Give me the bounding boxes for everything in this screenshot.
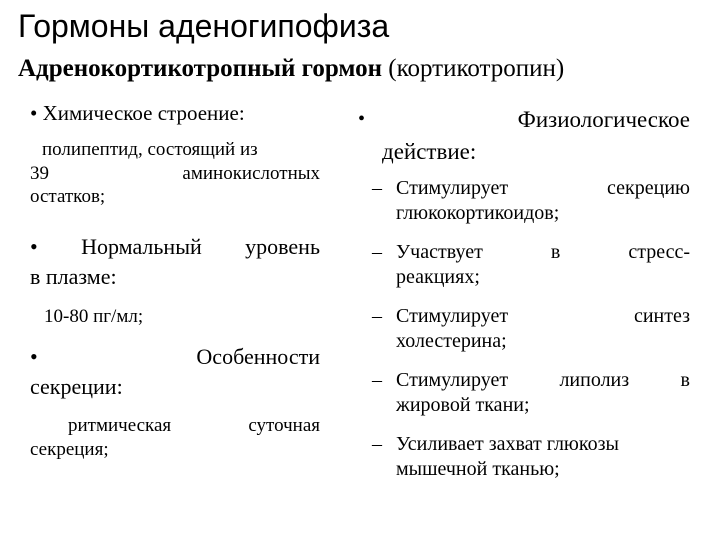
bullet-label: Нормальный уровень <box>81 234 320 259</box>
bullet-line-justified <box>30 232 320 262</box>
action-word: стресс- <box>628 241 690 263</box>
bullet-icon: • <box>30 234 38 259</box>
bullet-secretion-features <box>30 342 320 402</box>
slide-title: Гормоны аденогипофиза <box>18 8 390 44</box>
action-word: Участвует <box>396 241 483 263</box>
bullet-label-cont: в плазме: <box>30 264 117 289</box>
action-line: глюкокортикоидов; <box>396 202 560 224</box>
bullet-label: Химическое строение: <box>42 101 245 125</box>
bullet-icon: • <box>30 344 38 369</box>
subtitle-bold: Адренокортикотропный гормон <box>18 55 383 82</box>
action-word: Стимулирует <box>396 369 509 391</box>
slide-subtitle <box>18 54 564 84</box>
dash-icon: – <box>372 433 382 455</box>
action-line: холестерина; <box>396 330 507 352</box>
action-line-justified <box>396 240 690 265</box>
bullet-icon: • <box>358 108 366 130</box>
action-word: в <box>550 241 561 263</box>
dash-icon: – <box>372 305 382 327</box>
action-item <box>372 176 690 226</box>
action-item <box>372 240 690 290</box>
action-line: реакциях; <box>396 266 480 288</box>
action-word: Стимулирует <box>396 305 509 327</box>
action-word: синтез <box>633 305 690 327</box>
detail-word: суточная <box>248 415 320 436</box>
detail-line: остатков; <box>30 186 106 207</box>
secretion-detail <box>68 414 320 437</box>
bullet-icon: • <box>30 101 38 125</box>
detail-word: аминокислотных <box>182 163 320 184</box>
dash-icon: – <box>372 177 382 199</box>
action-item <box>372 432 690 482</box>
bullet-plasma-level <box>30 232 320 292</box>
detail-line-justified <box>30 162 320 185</box>
action-word: Стимулирует <box>396 177 509 199</box>
detail-line-justified <box>68 414 320 437</box>
action-line-justified <box>396 304 690 329</box>
chemical-structure-detail <box>42 138 320 161</box>
detail-word: ритмическая <box>68 415 172 436</box>
bullet-label-cont: секреции: <box>30 374 123 399</box>
heading-line: действие: <box>382 139 477 164</box>
dash-icon: – <box>372 241 382 263</box>
bullet-label: Особенности <box>196 344 320 369</box>
detail-word: 39 <box>30 163 49 184</box>
action-line-justified <box>396 368 690 393</box>
dash-icon: – <box>372 369 382 391</box>
secretion-detail-2: секреция; <box>30 439 109 460</box>
bullet-chemical-structure <box>30 100 330 126</box>
detail-line: полипептид, состоящий из <box>42 139 258 160</box>
heading-line: Физиологическое <box>517 107 690 132</box>
action-item <box>372 304 690 354</box>
action-word: липолиз <box>559 369 630 391</box>
action-line-justified <box>396 176 690 201</box>
action-word: в <box>680 369 690 391</box>
plasma-level-detail: 10-80 пг/мл; <box>44 306 144 327</box>
chemical-structure-detail-2 <box>30 162 320 208</box>
subtitle-normal: (кортикотропин) <box>382 55 565 82</box>
bullet-line-justified <box>30 342 320 372</box>
action-line: жировой ткани; <box>396 394 530 416</box>
action-word: секрецию <box>607 177 690 199</box>
action-line: мышечной тканью; <box>396 458 560 480</box>
action-item <box>372 368 690 418</box>
physiological-action-heading <box>382 104 690 168</box>
action-line: Усиливает захват глюкозы <box>396 433 619 455</box>
